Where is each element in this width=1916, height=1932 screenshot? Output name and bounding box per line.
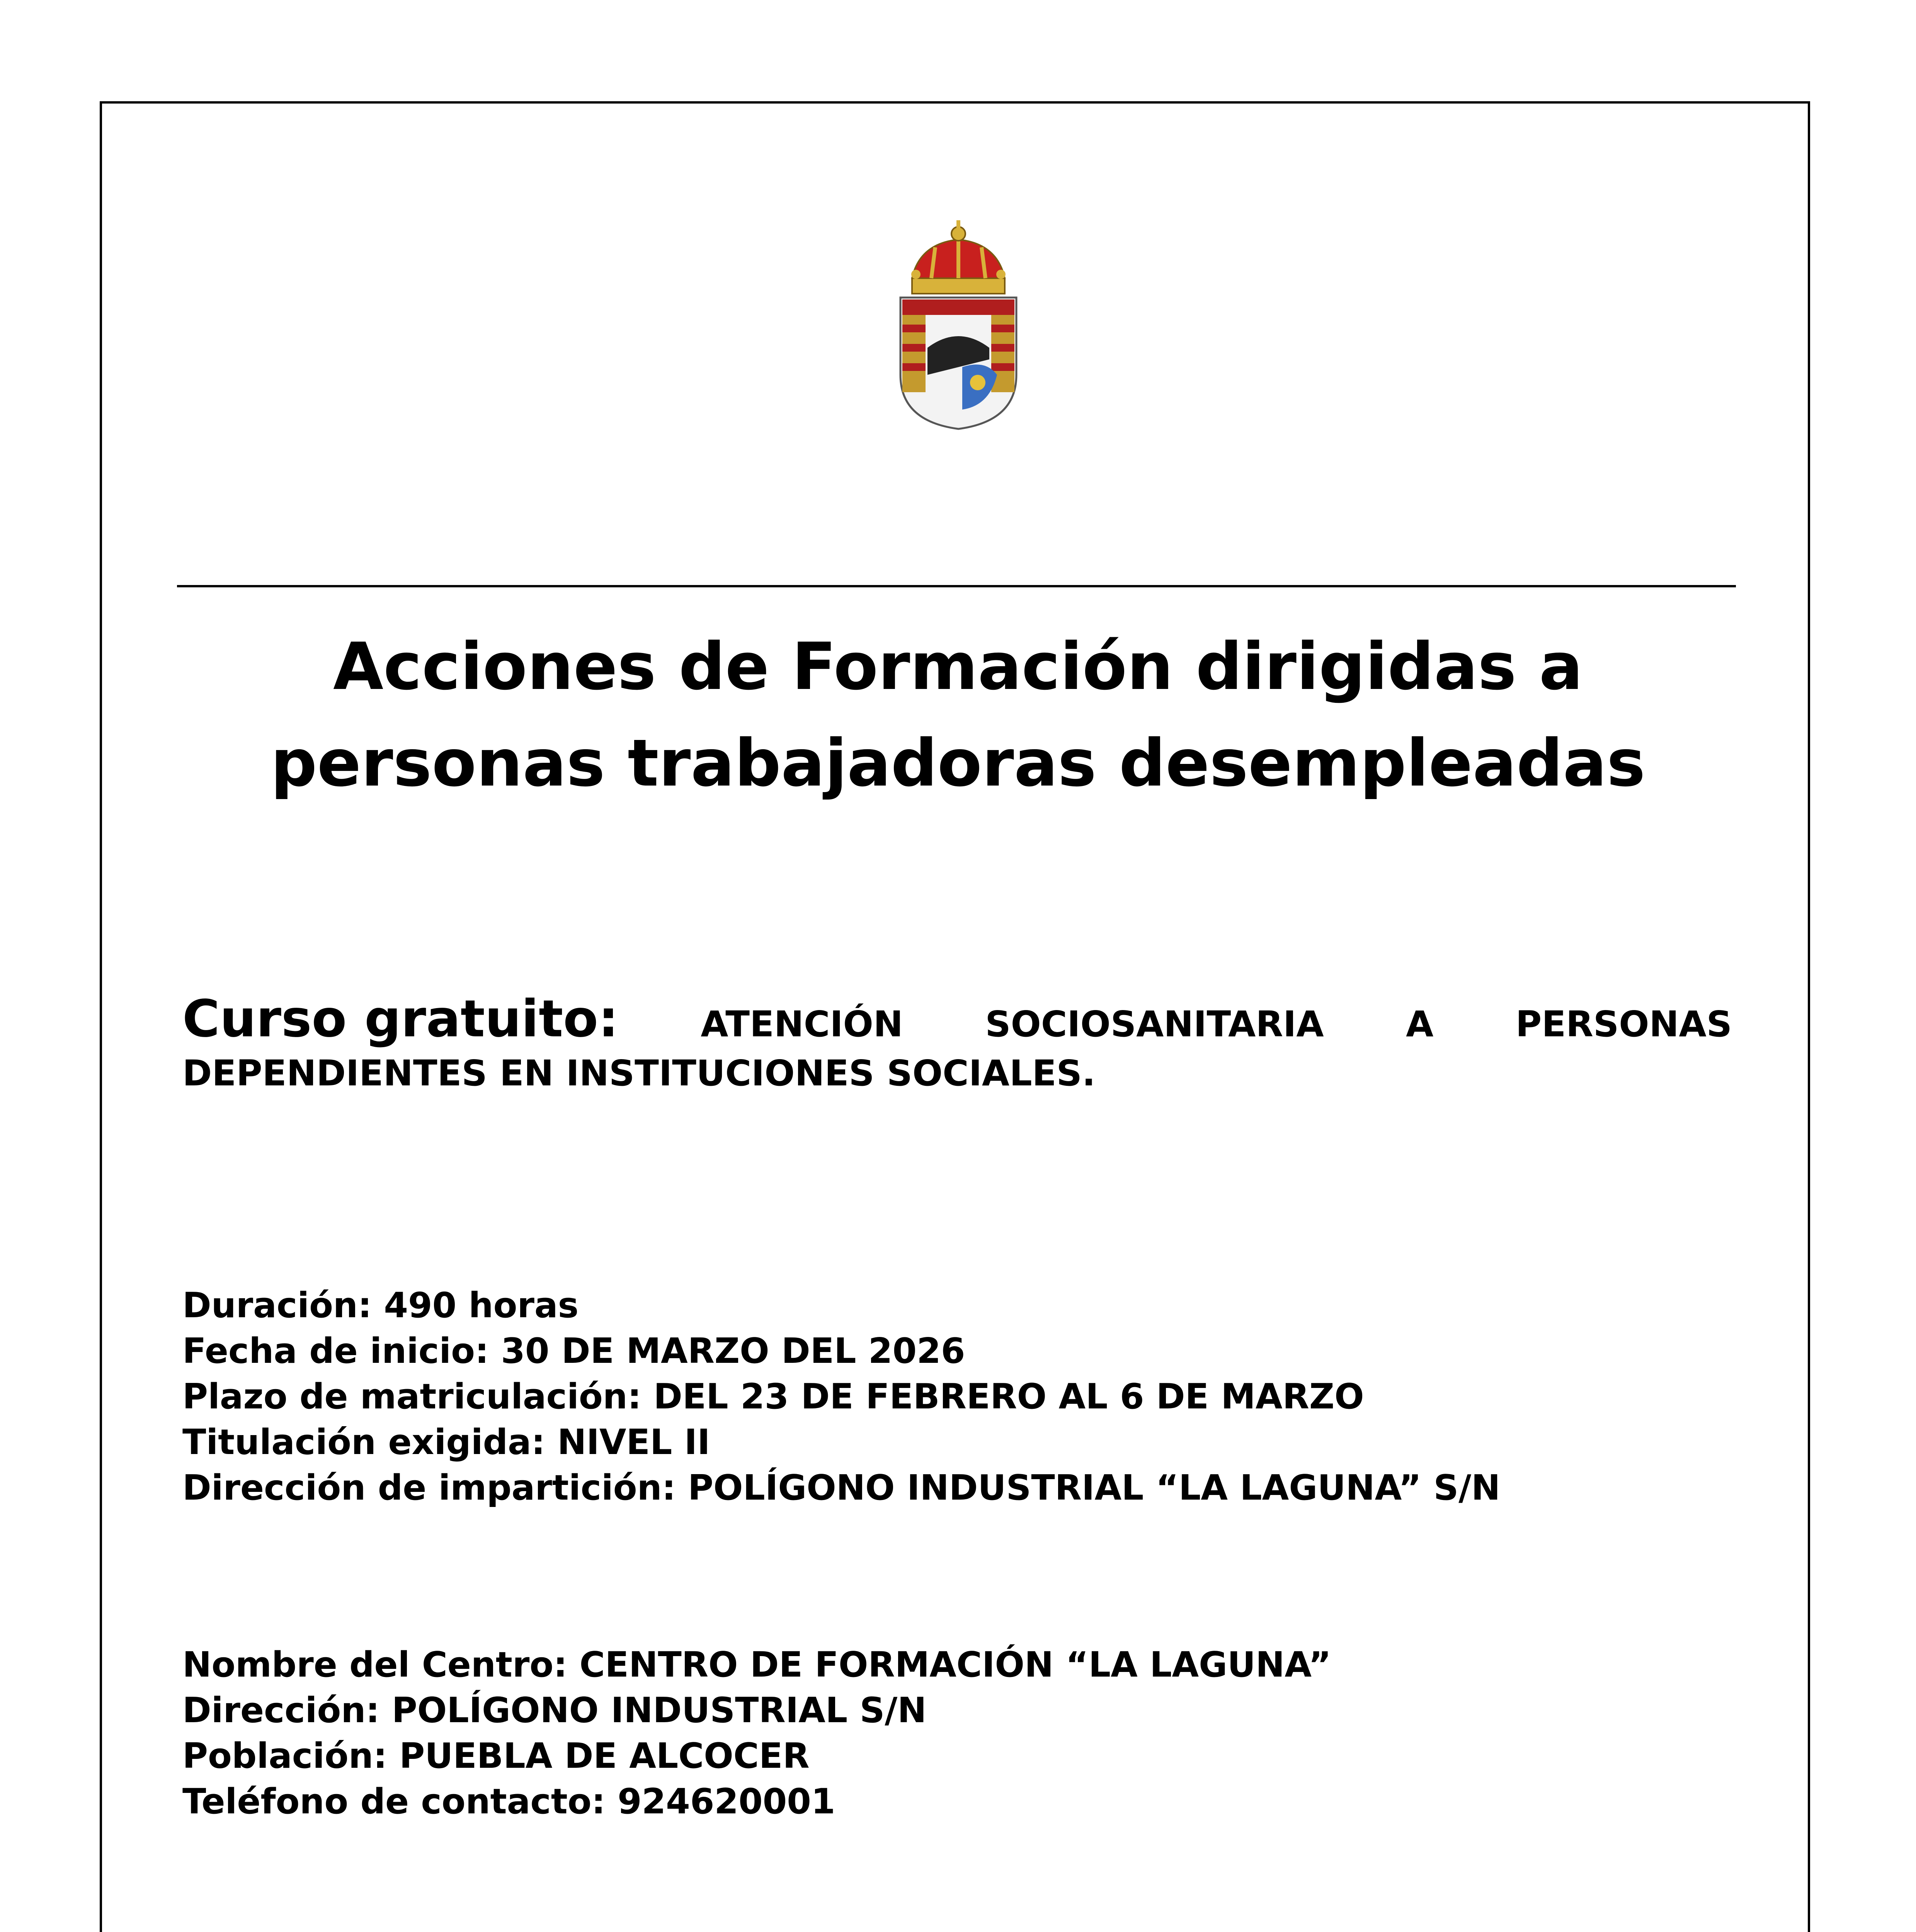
course-name-line-2: DEPENDIENTES EN INSTITUCIONES SOCIALES.	[182, 1053, 1096, 1094]
degree-label: Titulación exigida:	[182, 1422, 545, 1463]
page-title	[116, 618, 1800, 811]
course-word-4: PERSONAS	[1515, 1003, 1732, 1045]
center-phone-value: 924620001	[617, 1781, 835, 1822]
degree-row	[182, 1420, 1767, 1465]
teaching-address-row	[182, 1465, 1767, 1511]
title-line-1: Acciones de Formación dirigidas a	[333, 629, 1583, 704]
enrollment-row	[182, 1374, 1767, 1420]
start-date-row	[182, 1328, 1767, 1374]
center-address-row	[182, 1688, 1767, 1733]
center-name-row	[182, 1642, 1767, 1688]
center-town-row	[182, 1733, 1767, 1779]
horizontal-divider	[177, 585, 1736, 587]
center-phone-row	[182, 1779, 1767, 1825]
teaching-address-label: Dirección de impartición:	[182, 1468, 676, 1508]
degree-value: NIVEL II	[557, 1422, 710, 1463]
course-block	[182, 989, 1732, 1094]
enrollment-value: DEL 23 DE FEBRERO AL 6 DE MARZO	[653, 1376, 1364, 1417]
course-details	[182, 1283, 1767, 1511]
center-name-label: Nombre del Centro:	[182, 1645, 568, 1685]
teaching-address-value: POLÍGONO INDUSTRIAL “LA LAGUNA” S/N	[688, 1468, 1501, 1508]
center-address-value: POLÍGONO INDUSTRIAL S/N	[391, 1690, 927, 1731]
duration-label: Duración:	[182, 1285, 372, 1326]
duration-value: 490 horas	[384, 1285, 579, 1326]
start-date-value: 30 DE MARZO DEL 2026	[501, 1331, 965, 1371]
course-word-3: A	[1406, 1003, 1434, 1045]
start-date-label: Fecha de inicio:	[182, 1331, 489, 1371]
municipal-coat-of-arms-icon	[885, 220, 1032, 437]
center-name-value: CENTRO DE FORMACIÓN “LA LAGUNA”	[579, 1645, 1331, 1685]
course-word-1: ATENCIÓN	[701, 1003, 903, 1045]
center-details	[182, 1642, 1767, 1825]
title-line-2: personas trabajadoras desempleadas	[271, 725, 1645, 801]
center-phone-label: Teléfono de contacto:	[182, 1781, 606, 1822]
course-word-2: SOCIOSANITARIA	[985, 1003, 1324, 1045]
center-town-label: Población:	[182, 1736, 387, 1776]
center-town-value: PUEBLA DE ALCOCER	[399, 1736, 810, 1776]
course-label: Curso gratuito:	[182, 989, 619, 1049]
duration-row	[182, 1283, 1767, 1328]
enrollment-label: Plazo de matriculación:	[182, 1376, 642, 1417]
center-address-label: Dirección:	[182, 1690, 380, 1731]
